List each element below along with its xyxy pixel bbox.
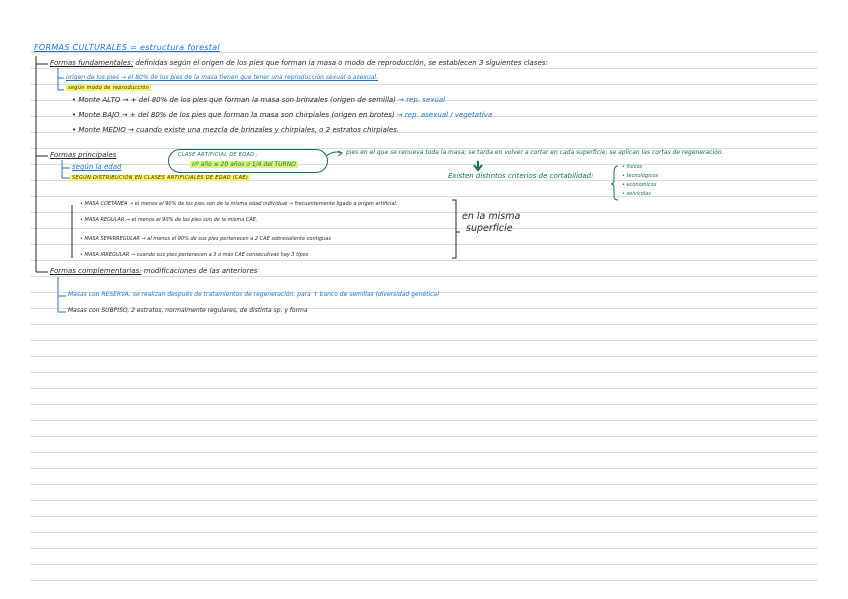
criterio-item: • selvícolas: [622, 191, 651, 197]
complementarias-branch: [58, 277, 66, 312]
criterio-item: • tecnológicos: [622, 173, 658, 179]
monte-medio-text: Monte MEDIO → cuando existe una mezcla de brinzales y chirpiales, o 2 estratos chirpiales.: [78, 126, 400, 134]
title-suffix: = estructura forestal: [130, 43, 220, 52]
reserva-item: [68, 292, 439, 298]
misma-superficie-brace: [452, 200, 460, 258]
complementarias-row: [50, 268, 257, 275]
fundamentales-definition: definidas según el origen de los pies que forman la masa o modo de reproducción, se establecen 3 siguientes clases:: [135, 59, 548, 67]
masa-irregular-text: MASA IRREGULAR → cuando sus pies pertenecen a 3 o más CAE consecutivas hay 3 tipos: [84, 252, 309, 258]
bubble-line-2: [190, 162, 298, 168]
monte-bajo-text: Monte BAJO → + del 80% de los pies que forman la masa son chirpiales (origen en brotes): [78, 111, 397, 119]
complementarias-rest: modificaciones de las anteriores: [143, 267, 258, 275]
subpiso-item: [68, 308, 308, 314]
complementarias-heading: Formas complementarias:: [50, 267, 142, 275]
misma-superficie-note: [466, 224, 513, 234]
monte-item: • Monte BAJO → + del 80% de los pies que forman la masa son chirpiales (origen en brotes) → rep. asexual / vegetativa: [72, 111, 493, 119]
tag-rep-sexual: → rep. sexual: [398, 96, 446, 104]
criterio-item: • económicos: [622, 182, 657, 188]
criterios-note-text: Existen distintos criterios de cortabilidad:: [448, 172, 594, 180]
origin-branch: [58, 68, 64, 90]
reserva-text: Masas con RESERVA, se realizan después de tratamientos de regeneración, para ↑ banco de semillas (diversidad genética): [68, 291, 440, 298]
misma-line-1: en la misma: [462, 211, 521, 222]
origin-note: [66, 75, 378, 81]
sub-edad-text: según la edad: [72, 163, 122, 171]
bubble-line-1: [178, 153, 258, 158]
monte-item: • Monte MEDIO → cuando existe una mezcla de brinzales y chirpiales, o 2 estratos chirpiales.: [72, 126, 400, 134]
masa-semirregular-text: MASA SEMIRREGULAR → al menos el 90% de sus pies pertenecen a 2 CAE sobresaliente contiguas: [84, 236, 331, 242]
title-prefix: FORMAS CULTURALES: [34, 43, 128, 52]
page-title: [34, 44, 220, 52]
method-label: [66, 86, 151, 91]
subpiso-text: Masas con SUBPISO, 2 estratos, normalmente regulares, de distinta sp. y forma: [68, 307, 308, 314]
criterios-note: [448, 173, 593, 180]
principales-heading: [50, 152, 116, 159]
monte-alto-text: Monte ALTO → + del 80% de los pies que forman la masa son brinzales (origen de semilla): [78, 96, 399, 104]
criterio-item: • físicos: [622, 164, 643, 170]
masa-regular-text: MASA REGULAR → el menos el 90% de los pies son de la misma CAE.: [84, 217, 258, 223]
principales-heading-text: Formas principales: [50, 151, 117, 159]
origin-note-text: origen de los pies → el 80% de los pies de la masa tienen que tener una reproducción sexual o asexual.: [66, 74, 378, 81]
cae-subheading-text: SEGÚN DISTRIBUCIÓN EN CLASES ARTIFICIALES DE EDAD (CAE): [72, 175, 249, 181]
monte-item: • Monte ALTO → + del 80% de los pies que forman la masa son brinzales (origen de semilla) → rep. sexual: [72, 96, 446, 104]
edad-branch: [62, 160, 70, 178]
masa-item: • MASA COETÁNEA → el menos el 90% de los pies son de la misma edad individual → frecuentemente ligado a origen artificial.: [80, 201, 398, 207]
method-label-text: según modo de reproducción: [68, 85, 150, 91]
bubble-line-1-text: CLASE ARTIFICIAL DE EDAD :: [178, 152, 259, 158]
fundamentales-row: [50, 60, 548, 67]
pies-note-text: pies en el que se renueva toda la masa; se tarda en volver a cortar en cada superficie; se aplican las cortas de regeneración.: [346, 149, 724, 156]
principales-sub-edad: [72, 164, 121, 171]
masa-coetanea-text: MASA COETÁNEA → el menos el 90% de los pies son de la misma edad individual → frecuentemente ligado a origen artificial.: [84, 201, 398, 207]
tag-rep-asexual: → rep. asexual / vegetativa: [396, 111, 493, 119]
bubble-line-2-text: nº año ≤ 20 años o 1/4 del TURNO: [192, 161, 296, 168]
criterios-brace: [611, 166, 618, 200]
misma-superficie-note: [462, 212, 520, 222]
pies-note: [346, 150, 724, 156]
masa-item: • MASA SEMIRREGULAR → al menos el 90% de sus pies pertenecen a 2 CAE sobresaliente contiguas: [80, 236, 331, 242]
fundamentales-heading: Formas fundamentales:: [50, 59, 134, 67]
cae-subheading: [70, 176, 250, 181]
misma-line-2: superficie: [466, 223, 513, 234]
masa-item: • MASA REGULAR → el menos el 90% de los pies son de la misma CAE.: [80, 217, 258, 223]
masa-item: • MASA IRREGULAR → cuando sus pies pertenecen a 3 o más CAE consecutivas hay 3 tipos: [80, 252, 309, 258]
